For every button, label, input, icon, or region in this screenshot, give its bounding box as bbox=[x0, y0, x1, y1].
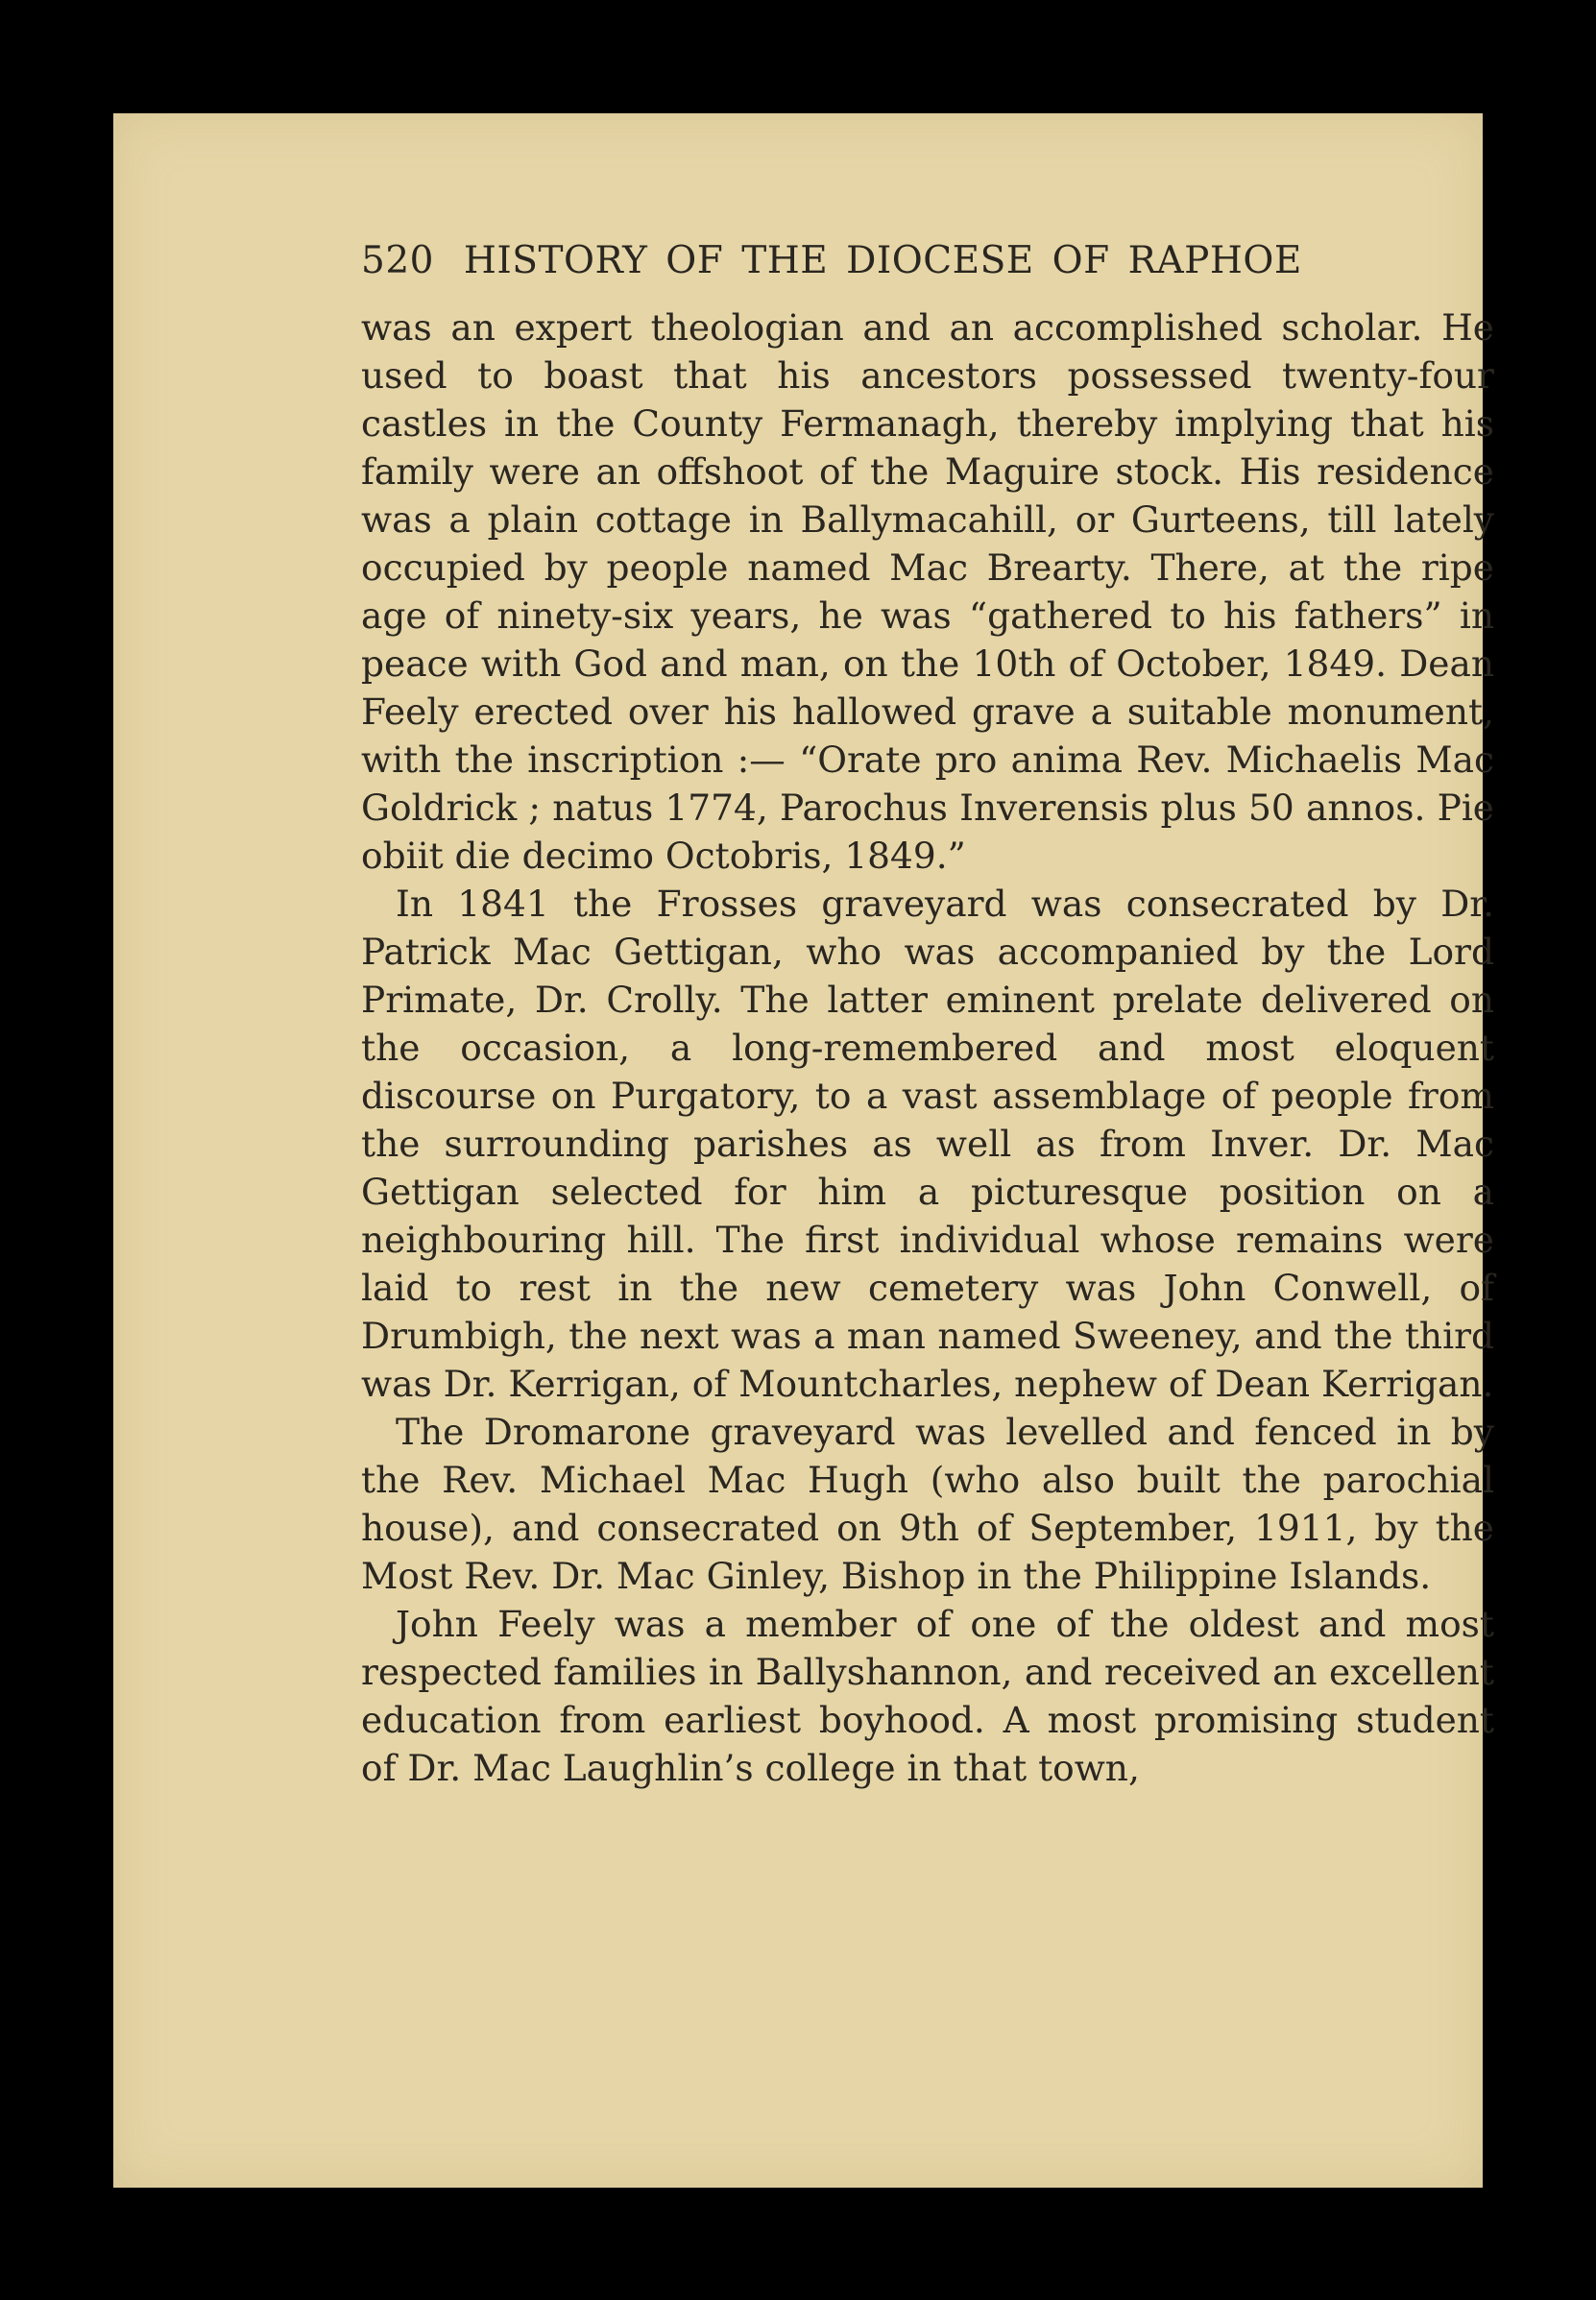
paragraph-2: In 1841 the Frosses graveyard was consecrated by Dr. Patrick Mac Gettigan, who was accompanied by the Lord Primate, Dr. Crolly. The latter eminent prelate delivered on the occasion, a long-remembered and most eloquent discourse on Purgatory, to a vast assemblage of people from the surrounding parishes as well as from Inver. Dr. Mac Gettigan selected for him a picturesque position on a neighbouring hill. The first individual whose remains were laid to rest in the new cemetery was John Conwell, of Drumbigh, the next was a man named Sweeney, and the third was Dr. Kerrigan, of Mountcharles, nephew of Dean Kerrigan. bbox=[361, 883, 1494, 1405]
paragraph-3: The Dromarone graveyard was levelled and fenced in by the Rev. Michael Mac Hugh (who also built the parochial house), and consecrated on 9th of September, 1911, by the Most Rev. Dr. Mac Ginley, Bishop in the Philippine Islands. bbox=[361, 1411, 1494, 1597]
book-page bbox=[113, 113, 1494, 2188]
running-head bbox=[361, 229, 1494, 294]
text-block bbox=[361, 229, 1494, 1792]
running-head-title: HISTORY OF THE DIOCESE OF RAPHOE bbox=[463, 239, 1302, 282]
paragraph-4: John Feely was a member of one of the oldest and most respected families in Ballyshannon, and received an excellent education from earliest boyhood. A most promising student of Dr. Mac Laughlin’s college in that town, bbox=[361, 1603, 1494, 1789]
page-number: 520 bbox=[361, 239, 434, 282]
paragraph-1: was an expert theologian and an accomplished scholar. He used to boast that his ancestors possessed twenty-four castles in the County Fermanagh, thereby implying that his family were an offshoot of the Maguire stock. His residence was a plain cottage in Ballymacahill, or Gurteens, till lately occupied by people named Mac Brearty. There, at the ripe age of ninety-six years, he was “gathered to his fathers” in peace with God and man, on the 10th of October, 1849. Dean Feely erected over his hallowed grave a suitable monument, with the inscription :— “Orate pro anima Rev. Michaelis Mac Goldrick ; natus 1774, Parochus Inverensis plus 50 annos. Pie obiit die decimo Octobris, 1849.” bbox=[361, 306, 1494, 877]
